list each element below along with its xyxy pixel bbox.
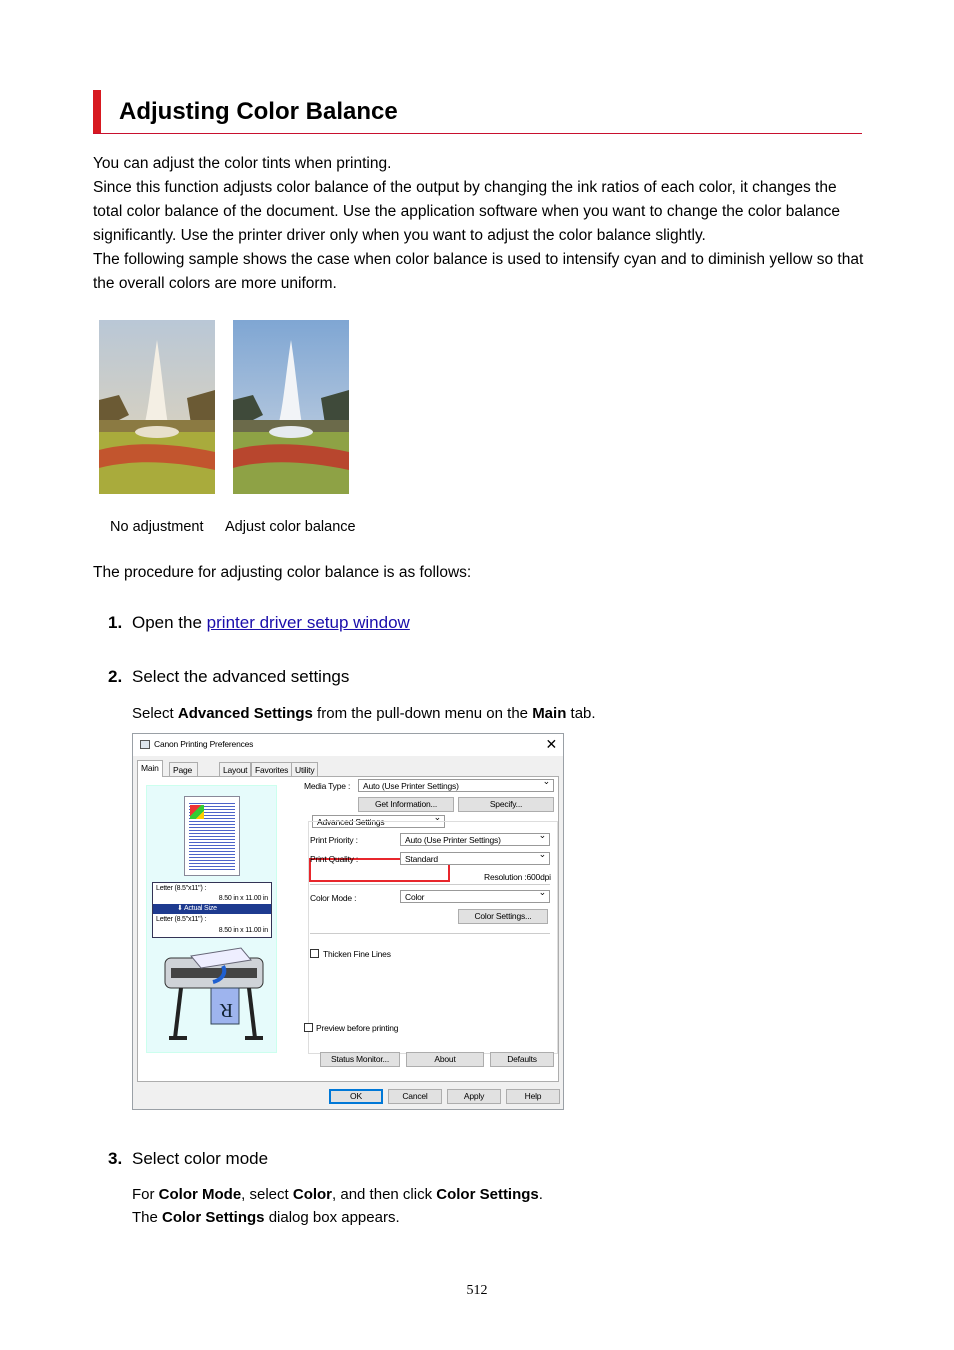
text-run: dialog box appears. (264, 1209, 400, 1226)
large-format-printer-icon (161, 946, 267, 1046)
bold-text: Advanced Settings (177, 705, 313, 722)
arrow-down-icon: ⬇ (177, 905, 185, 912)
heading-accent-bar (93, 90, 101, 133)
cancel-button[interactable]: Cancel (388, 1089, 442, 1104)
step-number: 1. (108, 613, 123, 632)
page-number: 512 (466, 1283, 488, 1298)
bold-text: Main (532, 705, 567, 722)
step-number: 3. (108, 1149, 123, 1168)
step-3-line-1 (132, 1183, 543, 1206)
dialog-title: Canon Printing Preferences (154, 739, 254, 749)
step-1 (108, 613, 410, 633)
step-2-detail (132, 702, 596, 725)
page-preview (184, 796, 240, 876)
step-3-detail (132, 1183, 543, 1229)
text-run: , select (241, 1186, 293, 1203)
close-icon[interactable]: ✕ (545, 736, 557, 752)
bold-text: Color Mode (158, 1186, 242, 1203)
step-text: Select the advanced settings (132, 667, 350, 686)
tab-favorites[interactable]: Favorites (251, 762, 292, 776)
print-quality-select[interactable]: Standard ⌄ (400, 852, 550, 865)
print-quality-label: Print Quality : (310, 854, 359, 864)
color-mode-label: Color Mode : (310, 893, 357, 903)
color-mode-select[interactable]: Color ⌄ (400, 890, 550, 903)
defaults-button[interactable]: Defaults (490, 1052, 554, 1067)
tab-page-setup[interactable]: Page (169, 762, 198, 776)
step-number: 2. (108, 667, 123, 686)
apply-button[interactable]: Apply (447, 1089, 501, 1104)
output-dimensions: 8.50 in x 11.00 in (218, 927, 268, 934)
text-run: . (538, 1186, 543, 1203)
preview-pane (146, 785, 277, 1053)
step-2 (108, 667, 349, 687)
preview-before-printing-label: Preview before printing (316, 1023, 399, 1033)
text-run: tab. (566, 705, 596, 722)
text-run: Select (132, 705, 178, 722)
print-priority-label: Print Priority : (310, 835, 358, 845)
text-run: The (132, 1209, 163, 1226)
sample-adjusted-image (233, 320, 349, 494)
specify-button[interactable]: Specify... (458, 797, 554, 812)
page-image-thumb (190, 805, 204, 819)
step-text: Select color mode (132, 1149, 269, 1168)
step-3-line-2 (132, 1206, 543, 1229)
tab-main[interactable]: Main (137, 760, 163, 777)
bold-text: Color (292, 1186, 333, 1203)
printer-icon (140, 740, 150, 749)
paper-size-label: Letter (8.5"x11") : (156, 885, 207, 892)
intro-text (93, 152, 868, 296)
text-run: from the pull-down menu on the (312, 705, 533, 722)
actual-size-bar (153, 904, 271, 914)
settings-group-frame (308, 821, 558, 1054)
page-title: Adjusting Color Balance (119, 98, 398, 125)
resolution-text: Resolution :600dpi (484, 872, 551, 882)
dialog-titlebar (133, 734, 563, 756)
step-3 (108, 1149, 268, 1169)
media-type-label: Media Type : (304, 781, 351, 791)
ok-button[interactable]: OK (329, 1089, 383, 1104)
text-run: , and then click (332, 1186, 437, 1203)
paper-size-box (152, 882, 272, 938)
actual-size-label: Actual Size (184, 905, 217, 912)
printer-driver-setup-link[interactable]: printer driver setup window (206, 613, 410, 632)
intro-line-1: You can adjust the color tints when printing. (93, 155, 392, 172)
bold-text: Color Settings (436, 1186, 539, 1203)
printing-preferences-dialog (132, 733, 564, 1110)
color-settings-button[interactable]: Color Settings... (458, 909, 548, 924)
settings-mode-select[interactable]: Advanced Settings ⌄ (312, 815, 445, 828)
main-tab-panel (137, 776, 559, 1082)
status-monitor-button[interactable]: Status Monitor... (320, 1052, 400, 1067)
procedure-intro: The procedure for adjusting color balance is as follows: (93, 564, 472, 581)
thicken-fine-lines-label: Thicken Fine Lines (323, 949, 391, 959)
text-run: For (132, 1186, 159, 1203)
help-button[interactable]: Help (506, 1089, 560, 1104)
heading-block (93, 90, 862, 134)
intro-line-2: Since this function adjusts color balance of the output by changing the ink ratios of each color, it changes the total color balance of the document. Use the application software when you want to change the color balance significantly. Use the printer driver only when you want to adjust the color balance slightly. (93, 179, 841, 244)
sample-no-adjustment-image (99, 320, 215, 494)
paper-dimensions: 8.50 in x 11.00 in (218, 895, 268, 902)
print-priority-select[interactable]: Auto (Use Printer Settings) ⌄ (400, 833, 550, 846)
step-text: Open the (132, 613, 207, 632)
intro-line-3: The following sample shows the case when color balance is used to intensify cyan and to diminish yellow so that the overall colors are more uniform. (93, 251, 864, 292)
caption-no-adjustment: No adjustment (110, 519, 204, 535)
tab-utility[interactable]: Utility (291, 762, 318, 776)
output-size-label: Letter (8.5"x11") : (156, 916, 207, 923)
caption-adjust-color-balance: Adjust color balance (225, 519, 356, 535)
get-information-button[interactable]: Get Information... (358, 797, 454, 812)
about-button[interactable]: About (406, 1052, 484, 1067)
bold-text: Color Settings (162, 1209, 265, 1226)
media-type-select[interactable]: Auto (Use Printer Settings) ⌄ (358, 779, 554, 792)
tab-layout[interactable]: Layout (219, 762, 251, 776)
svg-text:R: R (219, 999, 233, 1021)
preview-before-printing-checkbox[interactable] (304, 1023, 313, 1032)
